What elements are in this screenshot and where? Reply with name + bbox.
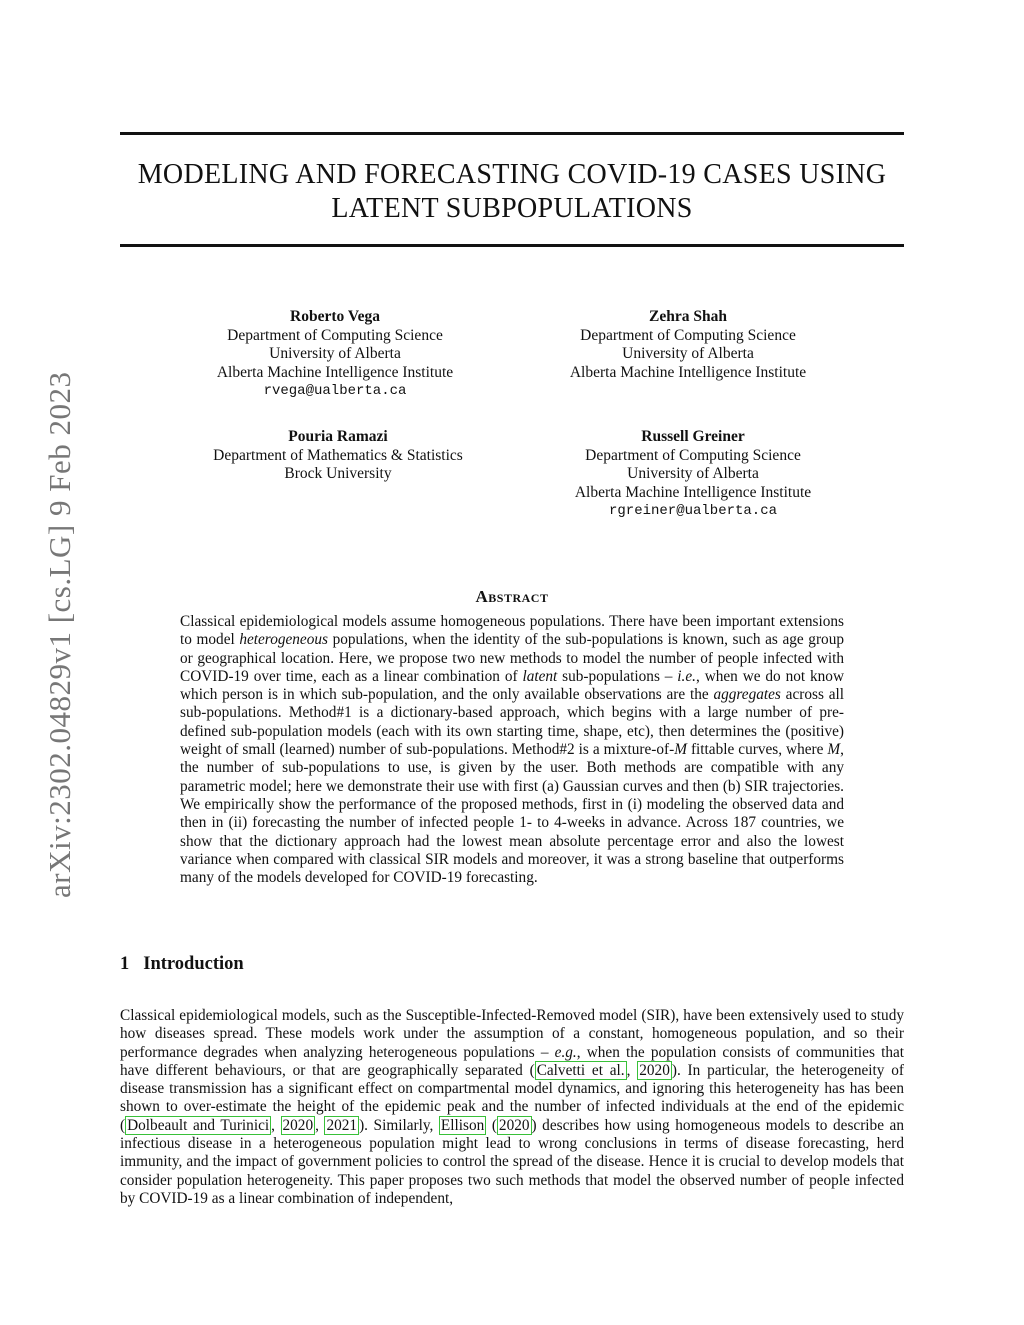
- author-name: Pouria Ramazi: [288, 428, 388, 445]
- title-rule-top: [120, 132, 904, 135]
- title-line-1: MODELING AND FORECASTING COVID-19 CASES USING: [137, 159, 887, 190]
- introduction-text: Classical epidemiological models, such as the Susceptible-Infected-Removed model (SIR), have been extensively used to study how diseases spread. These models work under the assumption of a constant, homogeneous population, and so their performance degrades when analyzing heterogeneous populations – e.g., when the population consists of communities that have different behaviours, or that are geographically separated ( Calvetti et al. , 2020 ). In particular, the heterogeneity of disease transmission has a significant effect on compartmental model dynamics, and ignoring this heterogeneity has has been shown to over-estimate the height of the epidemic peak and the number of infected individuals at the end of the epidemic ( Dolbeault and Turinici , 2020 , 2021 ). Similarly, Ellison ( 2020 ) describes how using homogeneous models to describe an infectious disease in a heterogeneous population might lead to wrong conclusions in terms of disease forecasting, herd immunity, and the impact of government policies to control the spread of the disease. Hence it is crucial to develop models that consider population heterogeneity. This paper proposes two such methods that model the observed number of people infected by COVID-19 as a linear combination of independent,: [120, 1007, 905, 1207]
- author-block: [165, 308, 505, 401]
- author-block: [168, 428, 508, 484]
- author-affiliation: Department of Computing Science: [585, 446, 801, 464]
- author-affiliation: Alberta Machine Intelligence Institute: [574, 483, 812, 501]
- author-affiliation: University of Alberta: [622, 345, 754, 362]
- arxiv-stamp[interactable]: arXiv:2302.04829v1 [cs.LG] 9 Feb 2023: [42, 371, 77, 898]
- title-line-2: LATENT SUBPOPULATIONS: [331, 193, 693, 224]
- title-rule-bottom: [120, 244, 904, 247]
- author-affiliation: University of Alberta: [269, 345, 401, 362]
- author-affiliation: Department of Computing Science: [580, 326, 796, 344]
- author-name: Roberto Vega: [290, 308, 380, 325]
- abstract-text: Classical epidemiological models assume homogeneous populations. There have been important extensions to model heterogeneous populations, when the identity of the sub-populations is known, such as age group or geographical location. Here, we propose two new methods to model the number of people infected with COVID-19 over time, each as a linear combination of latent sub-populations – i.e., when we do not know which person is in which sub-population, and the only available observations are the aggregates across all sub-populations. Method#1 is a dictionary-based approach, which begins with a large number of pre-defined sub-population models (each with its own starting time, shape, etc), then determines the (positive) weight of small (learned) number of sub-populations. Method#2 is a mixture-of-M fittable curves, where M, the number of sub-populations to use, is given by the user. Both methods are compatible with any parametric model; here we demonstrate their use with first (a) Gaussian curves and then (b) SIR trajectories. We empirically show the performance of the proposed methods, first in (i) modeling the observed data and then in (ii) forecasting the number of infected people 1- to 4-weeks in advance. Across 187 countries, we show that the dictionary approach had the lowest mean absolute percentage error and also the lowest variance when compared with classical SIR models and moreover, it was a strong baseline that outperforms many of the models developed for COVID-19 forecasting.: [180, 613, 844, 887]
- author-affiliation: University of Alberta: [627, 465, 759, 482]
- author-email[interactable]: rvega@ualberta.ca: [263, 383, 407, 399]
- author-name: Zehra Shah: [649, 308, 727, 325]
- citation-link[interactable]: Dolbeault and Turinici: [127, 1116, 270, 1134]
- citation-link[interactable]: 2020: [282, 1116, 314, 1134]
- paper-title: [120, 158, 904, 226]
- author-block: [518, 308, 858, 382]
- author-affiliation: Department of Mathematics & Statistics: [213, 446, 463, 464]
- citation-link[interactable]: 2020: [498, 1116, 530, 1134]
- author-block: [523, 428, 863, 521]
- author-affiliation: Department of Computing Science: [227, 326, 443, 344]
- citation-link[interactable]: Calvetti et al.: [536, 1061, 625, 1079]
- author-affiliation: Brock University: [284, 465, 392, 482]
- citation-link[interactable]: 2020: [639, 1061, 670, 1079]
- abstract-heading: Abstract: [475, 587, 549, 606]
- author-affiliation: Alberta Machine Intelligence Institute: [216, 363, 454, 381]
- citation-link[interactable]: 2021: [326, 1116, 358, 1134]
- author-email[interactable]: rgreiner@ualberta.ca: [608, 503, 778, 519]
- citation-link[interactable]: Ellison: [440, 1116, 485, 1134]
- author-name: Russell Greiner: [641, 428, 745, 445]
- author-affiliation: Alberta Machine Intelligence Institute: [569, 363, 807, 381]
- section-heading-introduction: 1 Introduction: [120, 954, 244, 974]
